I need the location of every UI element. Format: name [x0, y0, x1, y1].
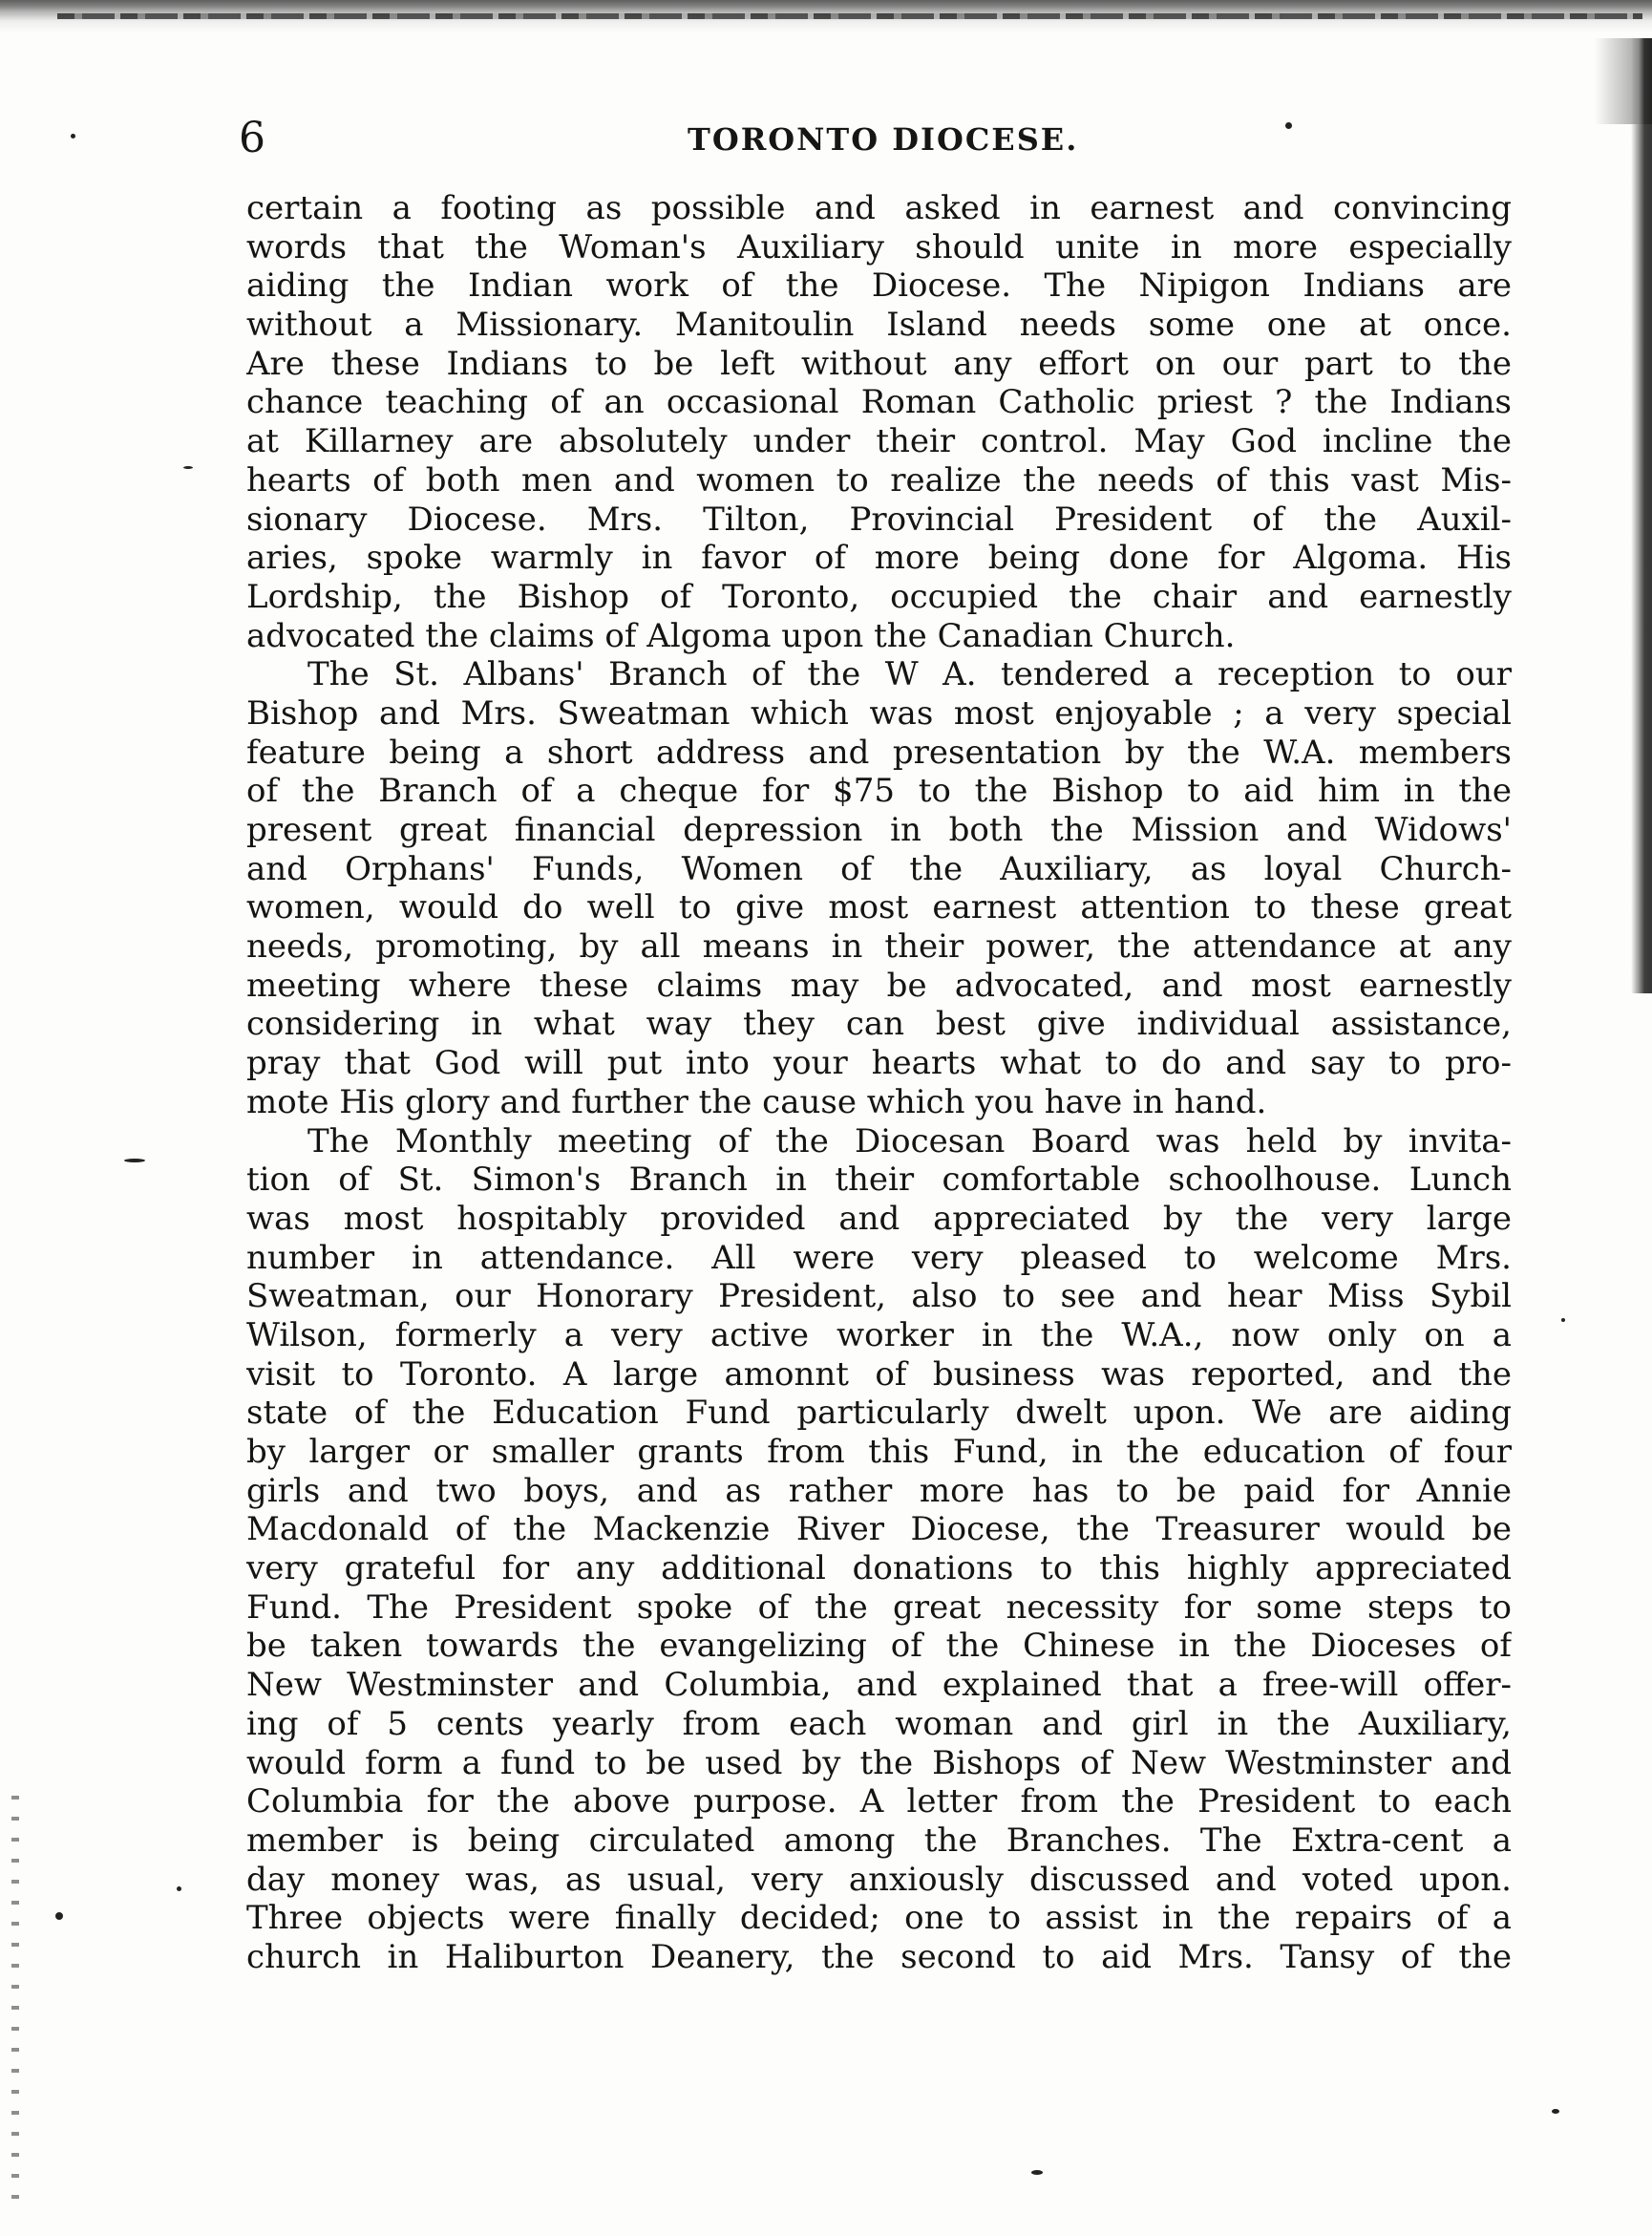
text-line: be taken towards the evangelizing of the Chinese in the Dioceses of: [246, 1627, 1512, 1666]
text-line: church in Haliburton Deanery, the second to aid Mrs. Tansy of the: [246, 1937, 1512, 1976]
text-line: mote His glory and further the cause which you have in hand.: [246, 1082, 1267, 1121]
running-title: TORONTO DIOCESE.: [688, 121, 1079, 158]
text-line: Columbia for the above purpose. A letter from the President to each: [246, 1782, 1512, 1821]
text-line: Fund. The President spoke of the great necessity for some steps to: [246, 1587, 1512, 1627]
text-line: would form a fund to be used by the Bishops of New Westminster and: [246, 1743, 1512, 1782]
text-line: member is being circulated among the Branches. The Extra-cent a: [246, 1821, 1512, 1860]
text-line: girls and two boys, and as rather more has to be paid for Annie: [246, 1471, 1512, 1510]
text-line: by larger or smaller grants from this Fund, in the education of four: [246, 1433, 1512, 1471]
text-line: at Killarney are absolutely under their control. May God incline the: [246, 422, 1512, 461]
text-line: Macdonald of the Mackenzie River Diocese, the Treasurer would be: [246, 1510, 1512, 1549]
text-line: was most hospitably provided and appreciated by the very large: [246, 1199, 1512, 1238]
text-line: without a Missionary. Manitoulin Island needs some one at once.: [246, 306, 1512, 345]
scan-left-marks: [11, 1796, 19, 2216]
text-line: of the Branch of a cheque for $75 to the Bishop to aid him in the: [246, 772, 1512, 811]
text-line: feature being a short address and presentation by the W.A. members: [246, 733, 1512, 772]
text-line: aiding the Indian work of the Diocese. The Nipigon Indians are: [246, 266, 1512, 306]
scan-speck: [1031, 2170, 1043, 2175]
text-line: present great financial depression in both the Mission and Widows': [246, 811, 1512, 849]
text-line: words that the Woman's Auxiliary should unite in more especially: [246, 227, 1512, 266]
text-line: aries, spoke warmly in favor of more being done for Algoma. His: [246, 539, 1512, 578]
text-line: Wilson, formerly a very active worker in the W.A., now only on a: [246, 1315, 1512, 1354]
text-line: advocated the claims of Algoma upon the Canadian Church.: [246, 616, 1236, 655]
text-line: sionary Diocese. Mrs. Tilton, Provincial President of the Auxil-: [246, 500, 1512, 539]
text-line: Bishop and Mrs. Sweatman which was most enjoyable ; a very special: [246, 693, 1512, 733]
text-line: New Westminster and Columbia, and explained that a free-will offer-: [246, 1666, 1512, 1705]
scan-right-edge: [1631, 38, 1652, 993]
scan-speck: [124, 1159, 145, 1162]
page-number: 6: [239, 114, 265, 162]
scan-speck: [1552, 2109, 1559, 2114]
text-line: Lordship, the Bishop of Toronto, occupied the chair and earnestly: [246, 577, 1512, 616]
text-line: hearts of both men and women to realize the needs of this vast Mis-: [246, 460, 1512, 500]
running-head: [239, 110, 1518, 167]
text-line: considering in what way they can best give individual assistance,: [246, 1005, 1512, 1044]
text-line: certain a footing as possible and asked in earnest and convincing: [246, 189, 1512, 227]
text-line: chance teaching of an occasional Roman Catholic priest ? the Indians: [246, 383, 1512, 422]
text-line: needs, promoting, by all means in their power, the attendance at any: [246, 927, 1512, 967]
body-text: [246, 189, 1512, 1977]
text-line: state of the Education Fund particularly dwelt upon. We are aiding: [246, 1394, 1512, 1433]
text-line: women, would do well to give most earnest attention to these great: [246, 888, 1512, 927]
text-line: Sweatman, our Honorary President, also to see and hear Miss Sybil: [246, 1277, 1512, 1316]
text-line: The Monthly meeting of the Diocesan Board was held by invita-: [307, 1121, 1512, 1161]
text-line: The St. Albans' Branch of the W A. tendered a reception to our: [307, 655, 1512, 694]
scan-speck: [71, 134, 75, 138]
text-line: pray that God will put into your hearts what to do and say to pro-: [246, 1044, 1512, 1083]
scan-speck: [183, 466, 193, 469]
text-line: day money was, as usual, very anxiously discussed and voted upon.: [246, 1860, 1512, 1899]
scan-speck: [177, 1886, 181, 1891]
scan-speck: [1561, 1318, 1565, 1322]
scan-top-rule: [57, 13, 1642, 19]
text-line: Three objects were finally decided; one to assist in the repairs of a: [246, 1899, 1512, 1938]
text-line: Are these Indians to be left without any effort on our part to the: [246, 344, 1512, 383]
text-line: visit to Toronto. A large amonnt of business was reported, and the: [246, 1354, 1512, 1394]
text-line: ing of 5 cents yearly from each woman and girl in the Auxiliary,: [246, 1704, 1512, 1743]
text-line: tion of St. Simon's Branch in their comfortable schoolhouse. Lunch: [246, 1161, 1512, 1200]
text-line: meeting where these claims may be advocated, and most earnestly: [246, 966, 1512, 1005]
text-line: number in attendance. All were very pleased to welcome Mrs.: [246, 1238, 1512, 1277]
scan-speck: [55, 1912, 63, 1920]
text-line: very grateful for any additional donations to this highly appreciated: [246, 1549, 1512, 1588]
text-line: and Orphans' Funds, Women of the Auxiliary, as loyal Church-: [246, 849, 1512, 888]
